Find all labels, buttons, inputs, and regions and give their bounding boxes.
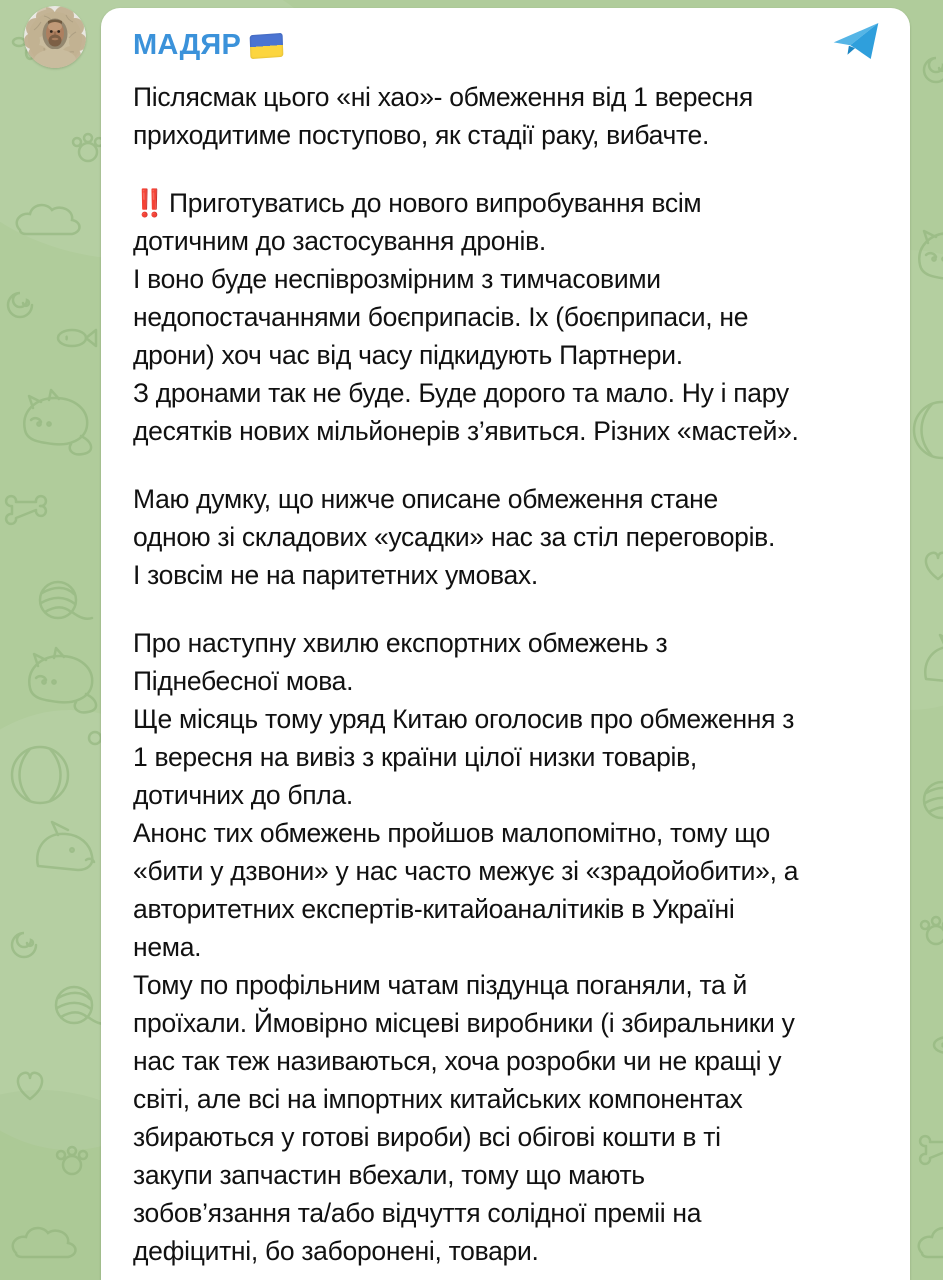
ukraine-flag-icon	[250, 33, 284, 59]
message-line: десятків нових мільйонерів з’явиться. Різних «мастей».	[133, 416, 799, 446]
message-line: дотичним до застосування дронів.	[133, 226, 546, 256]
message-line: І воно буде неспіврозмірним з тимчасовими	[133, 264, 661, 294]
message-line: ‼️ Приготуватись до нового випробування всім	[133, 188, 702, 218]
message-paragraph	[133, 78, 882, 154]
message-line: світі, але всі на імпортних китайських компонентах	[133, 1084, 743, 1114]
avatar-man-in-fur-hood-image	[24, 6, 86, 68]
message-bubble[interactable]	[101, 8, 910, 1280]
message-line: І зовсім не на паритетних умовах.	[133, 560, 538, 590]
message-line: 1 вересня на вивіз з країни цілої низки товарів,	[133, 742, 697, 772]
message-line: Маю думку, що нижче описане обмеження стане	[133, 484, 718, 514]
message-line: Післясмак цього «ні хао»- обмеження від 1 вересня	[133, 82, 753, 112]
message-line: Анонс тих обмежень пройшов малопомітно, тому що	[133, 818, 770, 848]
channel-name[interactable]: МАДЯР	[133, 29, 242, 61]
message-line: дрони) хоч час від часу підкидують Партнери.	[133, 340, 683, 370]
message-line: проїхали. Ймовірно місцеві виробники (і збиральники у	[133, 1008, 795, 1038]
message-line: дотичних до бпла.	[133, 780, 353, 810]
message-header	[133, 28, 882, 62]
message-text	[133, 78, 882, 1270]
message-line: нема.	[133, 932, 202, 962]
message-line: З дронами так не буде. Буде дорого та мало. Ну і пару	[133, 378, 789, 408]
message-line: недопостачаннями боєприпасів. Іх (боєприпаси, не	[133, 302, 749, 332]
telegram-plane-icon[interactable]	[832, 22, 880, 60]
message-paragraph	[133, 184, 882, 450]
message-line: приходитиме поступово, як стадії раку, вибачте.	[133, 120, 710, 150]
message-paragraph	[133, 624, 882, 1270]
message-line: Ще місяць тому уряд Китаю оголосив про обмеження з	[133, 704, 795, 734]
message-line: зобов’язання та/або відчуття солідної преміі на	[133, 1198, 702, 1228]
message-line: нас так теж називаються, хоча розробки чи не кращі у	[133, 1046, 782, 1076]
double-exclamation-icon: ‼️	[133, 188, 166, 218]
message-line: одною зі складових «усадки» нас за стіл переговорів.	[133, 522, 776, 552]
message-line: «бити у дзвони» у нас часто межує зі «зрадойобити», а	[133, 856, 799, 886]
channel-avatar[interactable]	[24, 6, 86, 68]
message-line: збираються у готові вироби) всі обігові кошти в ті	[133, 1122, 721, 1152]
message-line: дефіцитні, бо заборонені, товари.	[133, 1236, 539, 1266]
message-line: авторитетних експертів-китайоаналітиків в Україні	[133, 894, 735, 924]
message-paragraph	[133, 480, 882, 594]
message-line: Піднебесної мова.	[133, 666, 354, 696]
message-line: Тому по профільним чатам піздунца поганяли, та й	[133, 970, 748, 1000]
message-line: закупи запчастин вбехали, тому що мають	[133, 1160, 645, 1190]
message-line: Про наступну хвилю експортних обмежень з	[133, 628, 668, 658]
